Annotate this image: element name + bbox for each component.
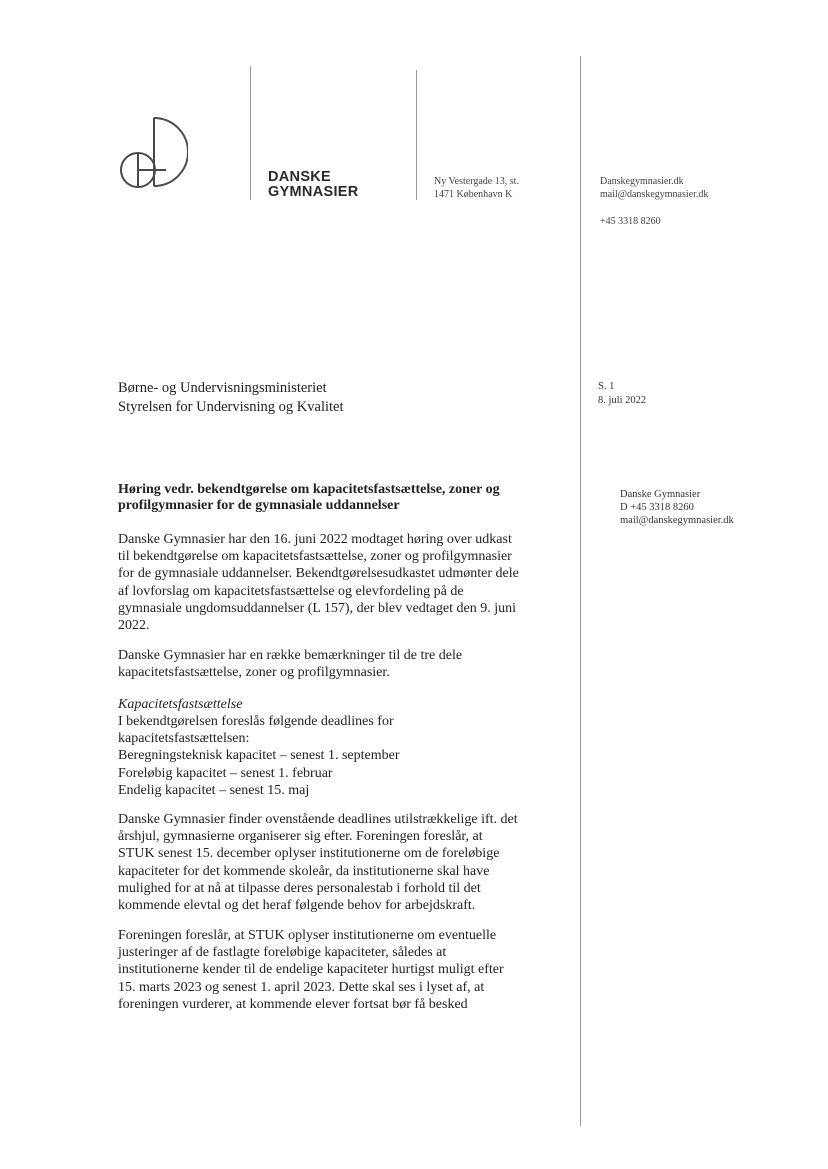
divider-line-margin xyxy=(580,56,581,1126)
letter-date: 8. juli 2022 xyxy=(598,395,647,406)
contact-block xyxy=(600,176,708,201)
paragraph-assessment: Danske Gymnasier finder ovenstående deadlines utilstrækkelige ift. det årshjul, gymnasierne organiserer sig efter. Foreningen foreslår, at STUK senest 15. december oplyser institutionerne om de foreløbige kapaciteter for det kommende skoleår, da institutionerne skal have mulighed for at nå at tilpasse deres personalestab i forhold til det kommende elevtal og det heraf følgende behov for arbejdskraft. xyxy=(118,812,518,914)
sender-name: Danske Gymnasier xyxy=(620,489,701,500)
phone-number: +45 3318 8260 xyxy=(600,216,661,227)
page-meta xyxy=(598,380,646,408)
recipient-line2: Styrelsen for Undervisning og Kvalitet xyxy=(118,399,344,415)
org-name-line2: GYMNASIER xyxy=(268,184,359,200)
address-city: 1471 København K xyxy=(434,189,513,200)
divider-line-middle xyxy=(416,70,417,200)
page-number: S. 1 xyxy=(598,381,615,392)
organization-name xyxy=(268,170,359,200)
section-heading: Kapacitetsfastsættelse xyxy=(118,697,243,712)
sender-direct-phone: D +45 3318 8260 xyxy=(620,502,694,513)
address-street: Ny Vestergade 13, st. xyxy=(434,176,519,187)
paragraph-proposal: Foreningen foreslår, at STUK oplyser institutionerne om eventuelle justeringer af de fastlagte foreløbige kapaciteter, således at institutionerne kender til de endelige kapaciteter hurtigst muligt efter 15. marts 2023 og senest 1. april 2023. Dette skal ses i lyset af, at foreningen vurderer, at kommende elever fortsat bør få besked xyxy=(118,928,504,1012)
org-name-line1: DANSKE xyxy=(268,169,332,185)
letter-title: Høring vedr. bekendtgørelse om kapacitetsfastsættelse, zoner og profilgymnasier for de gymnasiale uddannelser xyxy=(118,482,500,513)
website-link[interactable]: Danskegymnasier.dk xyxy=(600,176,684,187)
paragraph-remarks: Danske Gymnasier har en række bemærkninger til de tre dele kapacitetsfastsættelse, zoner og profilgymnasier. xyxy=(118,648,463,681)
recipient-line1: Børne- og Undervisningsministeriet xyxy=(118,380,327,396)
divider-line-left xyxy=(250,66,251,200)
recipient-block xyxy=(118,379,344,417)
sender-email[interactable]: mail@danskegymnasier.dk xyxy=(620,515,734,526)
paragraph-intro: Danske Gymnasier har den 16. juni 2022 modtaget høring over udkast til bekendtgørelse om kapacitetsfastsættelse, zoner og profilgymnasier for de gymnasiale uddannelser. Bekendtgørelsesudkastet udmønter dele af lovforslag om kapacitetsfastsættelse og elevfordeling på de gymnasiale ungdomsuddannelser (L 157), der blev vedtaget den 9. juni 2022. xyxy=(118,532,519,634)
email-link[interactable]: mail@danskegymnasier.dk xyxy=(600,188,709,200)
paragraph-deadlines: I bekendtgørelsen foreslås følgende deadlines for kapacitetsfastsættelsen: Beregningsteknisk kapacitet – senest 1. september Foreløbig kapacitet – senest 1. februar Endelig kapacitet – senest 15. maj xyxy=(118,714,400,798)
address-block xyxy=(434,175,519,201)
danske-gymnasier-logo xyxy=(118,116,188,198)
logo-icon xyxy=(118,116,188,198)
sender-block xyxy=(620,488,734,527)
